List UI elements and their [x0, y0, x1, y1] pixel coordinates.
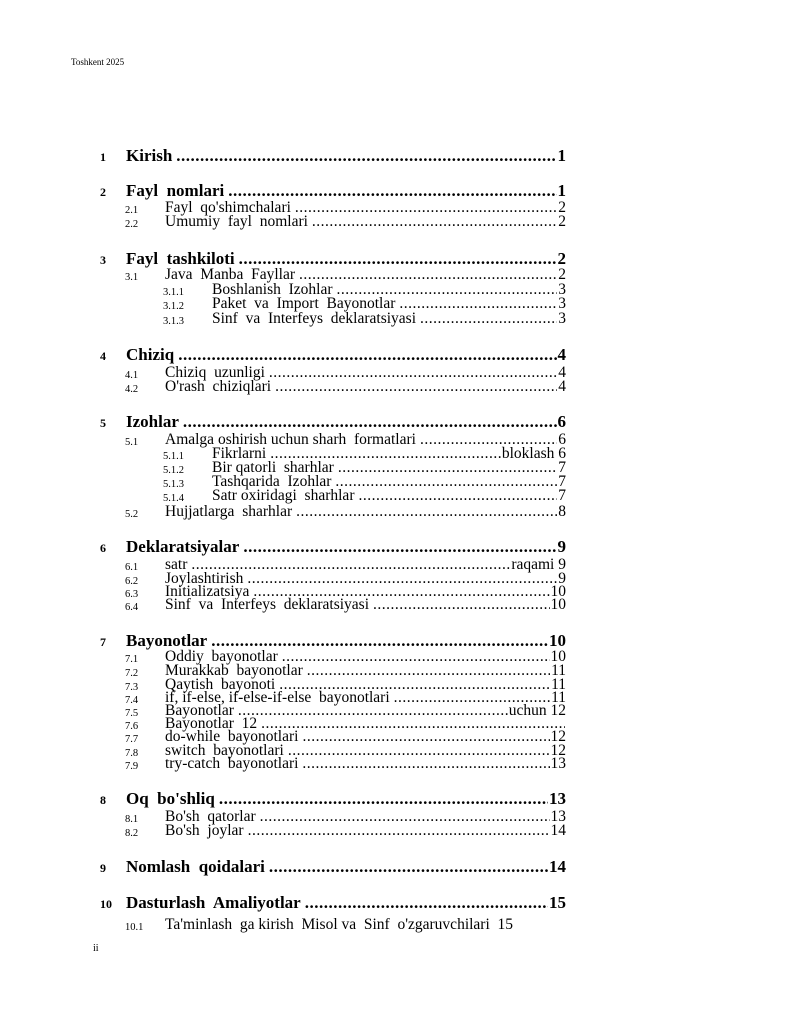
- toc-entry-number: 4: [100, 349, 106, 363]
- toc-dot-leader: [269, 366, 557, 379]
- toc-entry-page: 10: [550, 648, 566, 665]
- toc-entry-number: 5.1.1: [163, 451, 184, 462]
- toc-entry-number: 6.2: [125, 576, 139, 587]
- toc-entry-page: 4: [558, 378, 566, 395]
- toc-entry-page: 10: [549, 631, 566, 650]
- toc-entry-title: Tashqarida Izohlar: [212, 473, 332, 490]
- toc-entry-page: 11: [551, 689, 566, 706]
- toc-entry-title: Fayl nomlari: [126, 181, 225, 200]
- toc-dot-leader: [219, 789, 548, 809]
- toc-entry-page: 14: [549, 857, 566, 876]
- toc-entry-number: 7.9: [125, 761, 139, 772]
- toc-entry-page: 11: [551, 662, 566, 679]
- toc-entry-page: 1: [557, 146, 566, 165]
- toc-entry-page: 2: [558, 213, 566, 230]
- toc-entry[interactable]: [100, 412, 566, 432]
- toc-entry-number: 9: [100, 861, 106, 875]
- toc-entry-title: Oq bo'shliq: [126, 789, 215, 808]
- toc-entry-number: 8.1: [125, 814, 139, 825]
- toc-entry-page: 12: [550, 728, 566, 745]
- toc-entry-page: 3: [558, 295, 566, 312]
- toc-entry-page: 7: [558, 459, 566, 476]
- toc-entry-page: 10: [550, 596, 566, 613]
- toc-entry-number: 5.2: [125, 509, 139, 520]
- toc-entry-title: Hujjatlarga sharhlar: [165, 503, 293, 520]
- toc-entry-number: 5.1.4: [163, 493, 184, 504]
- toc-entry-page: 2: [557, 249, 566, 268]
- toc-entry-title: try-catch bayonotlari: [165, 755, 299, 772]
- toc-entry-title: Nomlash qoidalari: [126, 857, 265, 876]
- toc-entry-page: 13: [549, 789, 566, 808]
- toc-entry[interactable]: [100, 181, 566, 201]
- toc-entry-number: 6.3: [125, 589, 139, 600]
- toc-entry-title: switch bayonotlari: [165, 742, 284, 759]
- toc-entry[interactable]: [100, 345, 566, 365]
- toc-dot-leader: [296, 505, 557, 518]
- toc-entry-title: Bayonotlar 12: [165, 715, 258, 732]
- toc-entry-title: Fayl qo'shimchalari: [165, 199, 291, 216]
- toc-entry[interactable]: [125, 596, 566, 613]
- toc-dot-leader: [238, 704, 508, 717]
- toc-entry-title: Umumiy fayl nomlari: [165, 213, 308, 230]
- toc-entry-page: 7: [558, 473, 566, 490]
- toc-dot-leader: [335, 475, 557, 488]
- toc-entry-number: 7.8: [125, 748, 139, 759]
- toc-entry-title: Bir qatorli sharhlar: [212, 459, 334, 476]
- toc-entry[interactable]: [125, 213, 566, 230]
- toc-entry-number: 7.7: [125, 734, 139, 745]
- toc-entry-number: 10: [100, 897, 112, 911]
- toc-entry-number: 7.1: [125, 654, 139, 665]
- toc-entry-title: Bayonotlar: [165, 702, 234, 719]
- toc-entry-page: 3: [558, 281, 566, 298]
- toc-entry-title: Oddiy bayonotlar: [165, 648, 278, 665]
- toc-entry-number: 2.2: [125, 219, 139, 230]
- toc-entry[interactable]: [100, 857, 566, 877]
- toc-entry-number: 5: [100, 416, 106, 430]
- toc-entry-page: 1: [557, 181, 566, 200]
- toc-entry-number: 5.1.3: [163, 479, 184, 490]
- toc-entry-page: 8: [558, 503, 566, 520]
- toc-entry[interactable]: [125, 378, 566, 395]
- toc-dot-leader: [307, 664, 550, 677]
- toc-dot-leader: [399, 297, 557, 310]
- toc-entry-title: Bo'sh joylar: [165, 822, 244, 839]
- toc-entry-title: Fikrlarni: [212, 445, 267, 462]
- toc-entry-title: Satr oxiridagi sharhlar: [212, 487, 355, 504]
- toc-entry-page: 15: [549, 893, 566, 912]
- toc-entry[interactable]: [125, 266, 566, 283]
- toc-dot-leader: [302, 757, 549, 770]
- toc-dot-leader: [261, 717, 565, 730]
- toc-entry-number: 3: [100, 253, 106, 267]
- toc-entry-page: 10: [550, 583, 566, 600]
- toc-entry-page: 4: [558, 364, 566, 381]
- toc-entry-number: 3.1: [125, 272, 139, 283]
- toc-dot-leader: [299, 268, 557, 281]
- toc-entry-title: Boshlanish Izohlar: [212, 281, 333, 298]
- toc-entry-number: 3.1.3: [163, 316, 184, 327]
- toc-dot-leader: [338, 461, 557, 474]
- toc-entry-page: 11: [551, 676, 566, 693]
- toc-dot-leader: [275, 380, 557, 393]
- toc-entry-page: bloklash 6: [501, 445, 566, 462]
- toc-entry-title: Sinf va Interfeys deklaratsiyasi: [165, 596, 370, 613]
- toc-entry-number: 7.2: [125, 668, 139, 679]
- toc-entry[interactable]: [100, 789, 566, 809]
- toc-entry-number: 8.2: [125, 828, 139, 839]
- toc-entry-number: 10.1: [125, 922, 144, 933]
- toc-dot-leader: [176, 146, 556, 166]
- toc-dot-leader: [248, 824, 550, 837]
- toc-entry-page: 6: [558, 431, 566, 448]
- toc-entry-title: Ta'minlash ga kirish Misol va Sinf o'zgaruvchilari 15: [165, 916, 514, 933]
- toc-entry-title: Chiziq: [126, 345, 175, 364]
- toc-entry-title: Dasturlash Amaliyotlar: [126, 893, 301, 912]
- toc-entry-title: Chiziq uzunligi: [165, 364, 265, 381]
- toc-dot-leader: [373, 598, 549, 611]
- toc-entry-page: 12: [550, 742, 566, 759]
- toc-entry[interactable]: [125, 916, 575, 933]
- toc-entry-title: Java Manba Fayllar: [165, 266, 295, 283]
- toc-dot-leader: [420, 312, 557, 325]
- toc-entry-number: 8: [100, 793, 106, 807]
- toc-dot-leader: [305, 893, 548, 913]
- toc-entry-number: 4.1: [125, 370, 139, 381]
- toc-dot-leader: [295, 201, 557, 214]
- toc-dot-leader: [247, 572, 557, 585]
- toc-entry-title: Amalga oshirish uchun sharh formatlari: [165, 431, 416, 448]
- running-header: Toshkent 2025: [71, 57, 125, 67]
- toc-dot-leader: [183, 412, 557, 432]
- toc-dot-leader: [269, 857, 548, 877]
- toc-dot-leader: [358, 489, 557, 502]
- toc-entry-page: 3: [558, 310, 566, 327]
- toc-entry-page: 7: [558, 487, 566, 504]
- toc-dot-leader: [243, 537, 556, 557]
- toc-entry[interactable]: [125, 503, 566, 520]
- toc-entry-page: 2: [558, 266, 566, 283]
- toc-entry-number: 5.1.2: [163, 465, 184, 476]
- toc-entry[interactable]: [100, 537, 566, 557]
- toc-entry[interactable]: [125, 755, 566, 772]
- toc-dot-leader: [260, 810, 550, 823]
- toc-entry-title: Qaytish bayonoti: [165, 676, 276, 693]
- toc-dot-leader: [288, 744, 550, 757]
- toc-dot-leader: [312, 215, 557, 228]
- toc-entry-number: 4.2: [125, 384, 139, 395]
- toc-entry[interactable]: [163, 310, 566, 327]
- toc-entry-number: 7: [100, 635, 106, 649]
- toc-entry-number: 7.5: [125, 708, 139, 719]
- toc-dot-leader: [178, 345, 556, 365]
- toc-entry-page: 2: [558, 199, 566, 216]
- toc-entry-number: 5.1: [125, 437, 139, 448]
- toc-entry-title: Murakkab bayonotlar: [165, 662, 303, 679]
- toc-dot-leader: [302, 730, 549, 743]
- toc-entry-page: 4: [557, 345, 566, 364]
- page-number: ii: [93, 943, 99, 954]
- toc-entry-title: satr: [165, 556, 188, 573]
- toc-entry-page: 13: [550, 808, 566, 825]
- toc-entry[interactable]: [163, 295, 566, 312]
- toc-entry[interactable]: [100, 146, 566, 166]
- toc-entry-number: 2.1: [125, 205, 139, 216]
- toc-entry-number: 6.4: [125, 602, 139, 613]
- toc-entry-page: uchun 12: [508, 702, 566, 719]
- toc-entry-title: Fayl tashkiloti: [126, 249, 235, 268]
- toc-entry[interactable]: [163, 487, 566, 504]
- toc-entry-number: 1: [100, 150, 106, 164]
- toc-entry-number: 7.4: [125, 695, 139, 706]
- toc-entry-number: 2: [100, 185, 106, 199]
- toc-entry-title: Deklaratsiyalar: [126, 537, 240, 556]
- toc-entry-title: do-while bayonotlari: [165, 728, 299, 745]
- toc-entry-title: if, if-else, if-else-if-else bayonotlari: [165, 689, 390, 706]
- toc-entry-title: Bayonotlar: [126, 631, 208, 650]
- toc-entry-title: Paket va Import Bayonotlar: [212, 295, 396, 312]
- toc-entry-title: Kirish: [126, 146, 173, 165]
- toc-entry-title: Sinf va Interfeys deklaratsiyasi: [212, 310, 417, 327]
- toc-entry-number: 3.1.2: [163, 301, 184, 312]
- toc-entry-page: 9: [558, 570, 566, 587]
- toc-entry-title: Izohlar: [126, 412, 179, 431]
- toc-entry[interactable]: [100, 893, 566, 913]
- toc-dot-leader: [282, 650, 550, 663]
- toc-entry-number: 7.3: [125, 682, 139, 693]
- toc-entry-page: raqami 9: [511, 556, 566, 573]
- toc-entry-title: Bo'sh qatorlar: [165, 808, 256, 825]
- toc-entry[interactable]: [125, 822, 566, 839]
- toc-entry-title: Joylashtirish: [165, 570, 244, 587]
- toc-entry-number: 6.1: [125, 562, 139, 573]
- toc-entry-title: O'rash chiziqlari: [165, 378, 272, 395]
- toc-dot-leader: [228, 181, 556, 201]
- toc-entry-title: Initializatsiya: [165, 583, 250, 600]
- toc-entry-number: 7.6: [125, 721, 139, 732]
- toc-entry-page: 9: [557, 537, 566, 556]
- toc-entry-number: 3.1.1: [163, 287, 184, 298]
- toc-entry-page: 13: [550, 755, 566, 772]
- toc-entry-page: 6: [557, 412, 566, 431]
- toc-entry-page: 14: [550, 822, 566, 839]
- toc-entry-number: 6: [100, 541, 106, 555]
